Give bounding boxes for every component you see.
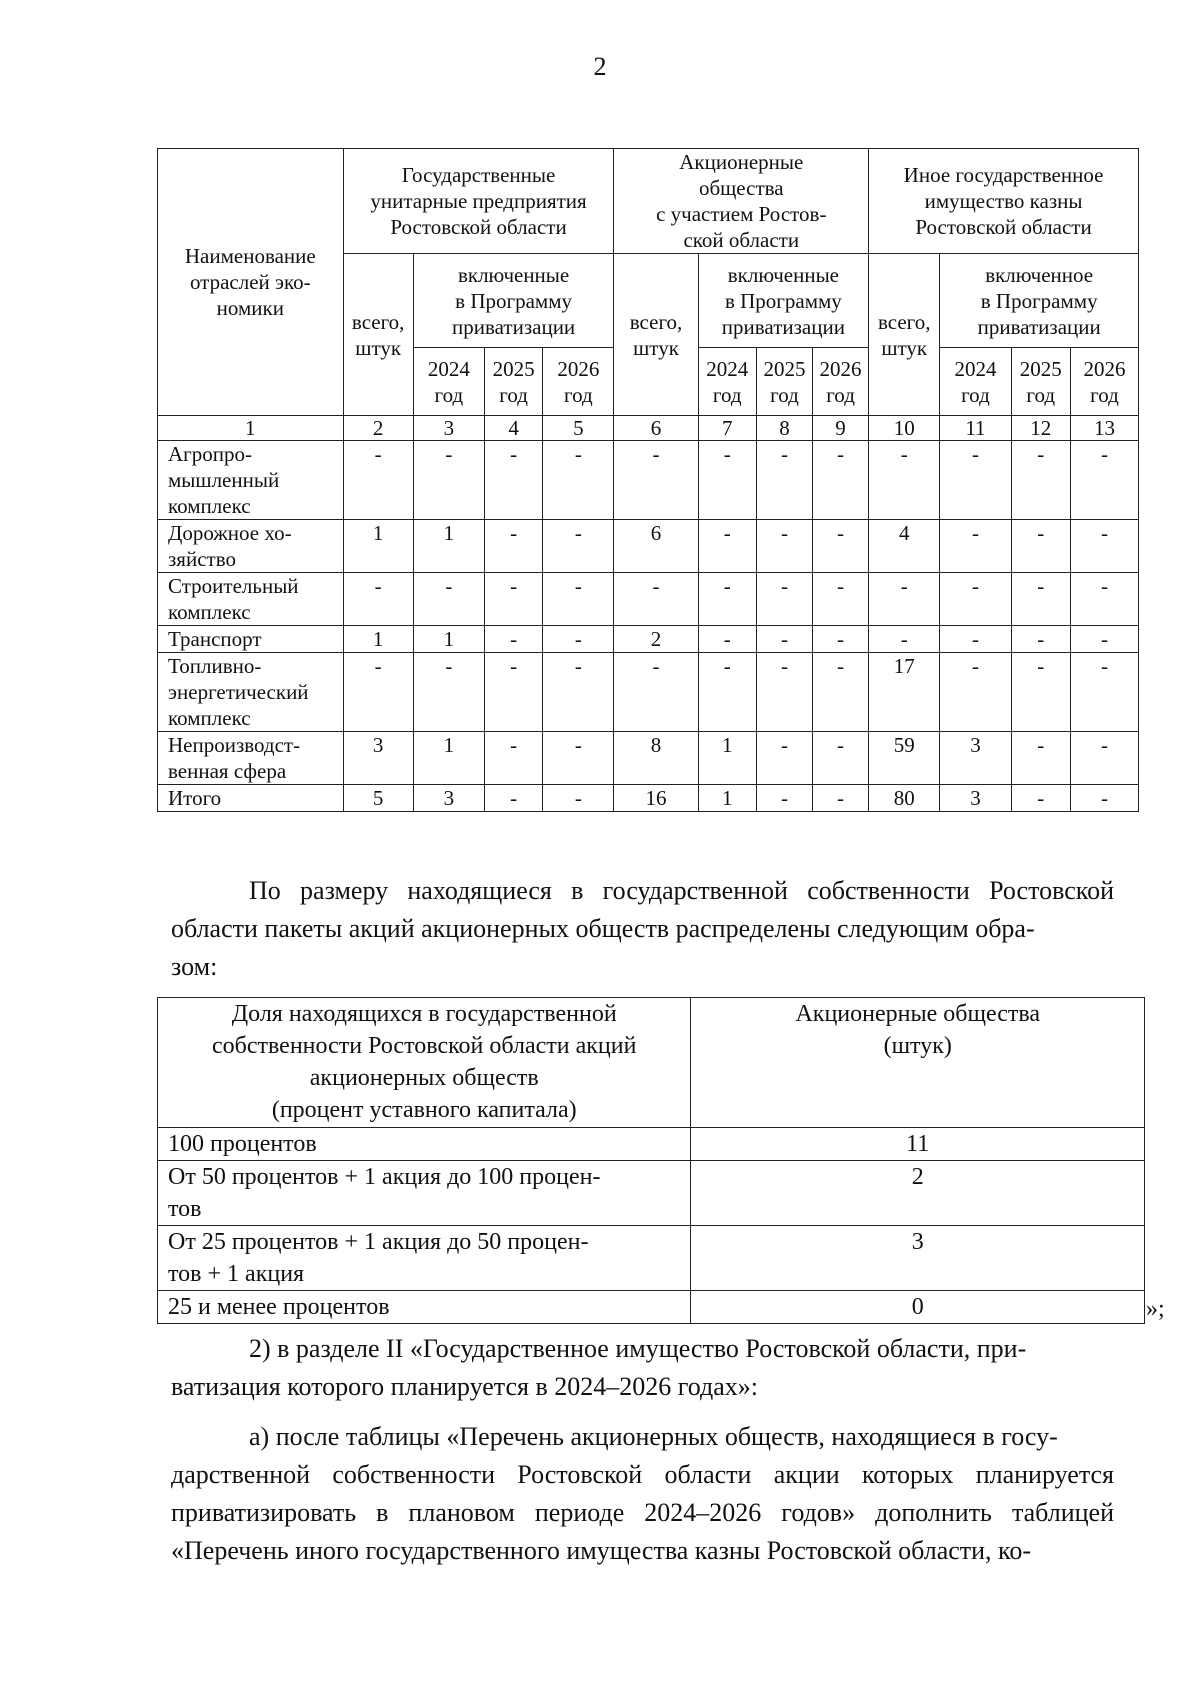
table-row (158, 1128, 1145, 1161)
sectors-table (157, 148, 1139, 812)
header-year: 2024 год (698, 348, 756, 416)
value-cell: - (698, 441, 756, 520)
value-cell: - (1011, 626, 1070, 653)
value-cell: - (756, 732, 812, 785)
value-cell: - (413, 573, 484, 626)
value-cell: - (543, 785, 614, 812)
closing-quote: »; (1146, 1296, 1165, 1322)
header-included: включенное в Программу приватизации (940, 254, 1139, 348)
column-number: 3 (413, 416, 484, 441)
header-included: включенные в Программу приватизации (413, 254, 614, 348)
share-label-cell: От 25 процентов + 1 акция до 50 процен- тов + 1 акция (158, 1226, 691, 1291)
share-label-cell: 25 и менее процентов (158, 1291, 691, 1324)
value-cell: - (756, 626, 812, 653)
value-cell: 3 (413, 785, 484, 812)
column-number: 4 (484, 416, 542, 441)
value-cell: - (413, 653, 484, 732)
header-year: 2025 год (756, 348, 812, 416)
header-group-other-property: Иное государственное имущество казны Ростовской области (869, 149, 1139, 254)
table-row (158, 441, 1139, 520)
header-year: 2025 год (484, 348, 542, 416)
sector-name-cell: Строительный комплекс (158, 573, 344, 626)
value-cell: 5 (343, 785, 413, 812)
value-cell: - (614, 441, 698, 520)
paragraph-amendment-a: а) после таблицы «Перечень акционерных обществ, находящиеся в госу- дарственной собственности Ростовской области акции которых планируется приватизировать в плановом периоде 2024–2026 годов» дополнить таблицей «Перечень иного государственного имущества казны Ростовской области, ко- (171, 1422, 1114, 1565)
column-number: 7 (698, 416, 756, 441)
column-numbers-row (158, 416, 1139, 441)
value-cell: - (484, 653, 542, 732)
header-year: 2025 год (1011, 348, 1070, 416)
value-cell: 59 (869, 732, 940, 785)
value-cell: - (813, 653, 869, 732)
value-cell: - (1070, 626, 1138, 653)
value-cell: - (756, 653, 812, 732)
value-cell: - (698, 520, 756, 573)
value-cell: - (813, 520, 869, 573)
value-cell: - (484, 441, 542, 520)
column-number: 10 (869, 416, 940, 441)
value-cell: 16 (614, 785, 698, 812)
value-cell: 3 (940, 785, 1011, 812)
header-share-percent: Доля находящихся в государственной собственности Ростовской области акций акционерных обществ (процент уставного капитала) (158, 998, 691, 1128)
value-cell: - (869, 441, 940, 520)
header-total: всего, штук (614, 254, 698, 416)
value-cell: - (484, 785, 542, 812)
header-group-state-enterprises: Государственные унитарные предприятия Ростовской области (343, 149, 614, 254)
header-company-count: Акционерные общества (штук) (691, 998, 1145, 1128)
share-count-cell: 2 (691, 1161, 1145, 1226)
share-count-cell: 0 (691, 1291, 1145, 1324)
table-row (158, 785, 1139, 812)
column-number: 8 (756, 416, 812, 441)
table-row (158, 626, 1139, 653)
value-cell: - (614, 573, 698, 626)
value-cell: - (1070, 520, 1138, 573)
value-cell: 1 (413, 626, 484, 653)
value-cell: - (1011, 653, 1070, 732)
column-number: 12 (1011, 416, 1070, 441)
value-cell: - (869, 573, 940, 626)
share-label-cell: 100 процентов (158, 1128, 691, 1161)
table-row (158, 732, 1139, 785)
header-year: 2026 год (813, 348, 869, 416)
value-cell: - (1011, 573, 1070, 626)
value-cell: - (484, 732, 542, 785)
value-cell: - (543, 573, 614, 626)
value-cell: - (756, 441, 812, 520)
value-cell: - (484, 573, 542, 626)
column-number: 11 (940, 416, 1011, 441)
value-cell: - (614, 653, 698, 732)
value-cell: 6 (614, 520, 698, 573)
value-cell: 1 (413, 520, 484, 573)
share-count-cell: 11 (691, 1128, 1145, 1161)
page-number: 2 (593, 52, 607, 81)
shares-table (157, 997, 1145, 1324)
header-total: всего, штук (343, 254, 413, 416)
header-included: включенные в Программу приватизации (698, 254, 868, 348)
value-cell: 3 (940, 732, 1011, 785)
value-cell: - (1011, 785, 1070, 812)
value-cell: - (940, 653, 1011, 732)
table-row (158, 1291, 1145, 1324)
table-row (158, 653, 1139, 732)
value-cell: 2 (614, 626, 698, 653)
value-cell: - (940, 441, 1011, 520)
value-cell: - (756, 573, 812, 626)
value-cell: 1 (698, 785, 756, 812)
value-cell: - (869, 626, 940, 653)
table-row (158, 1226, 1145, 1291)
value-cell: - (940, 626, 1011, 653)
value-cell: - (543, 626, 614, 653)
value-cell: - (756, 520, 812, 573)
value-cell: - (343, 573, 413, 626)
value-cell: 1 (413, 732, 484, 785)
value-cell: - (813, 785, 869, 812)
value-cell: - (756, 785, 812, 812)
sector-name-cell: Транспорт (158, 626, 344, 653)
value-cell: - (343, 653, 413, 732)
paragraph-share-distribution: По размеру находящиеся в государственной собственности Ростовской области пакеты акций акционерных обществ распределены следующим обра- зом: (171, 876, 1114, 981)
share-count-cell: 3 (691, 1226, 1145, 1291)
value-cell: 1 (343, 520, 413, 573)
value-cell: - (543, 520, 614, 573)
value-cell: 1 (343, 626, 413, 653)
header-total: всего, штук (869, 254, 940, 416)
paragraph-section-ii: 2) в разделе II «Государственное имущество Ростовской области, при- ватизация которого планируется в 2024–2026 годах»: (171, 1334, 1027, 1401)
value-cell: 1 (698, 732, 756, 785)
column-number: 1 (158, 416, 344, 441)
column-number: 6 (614, 416, 698, 441)
column-number: 2 (343, 416, 413, 441)
table-row (158, 1161, 1145, 1226)
value-cell: - (484, 626, 542, 653)
header-year: 2026 год (543, 348, 614, 416)
value-cell: - (413, 441, 484, 520)
table-row (158, 573, 1139, 626)
value-cell: - (698, 653, 756, 732)
value-cell: - (813, 626, 869, 653)
value-cell: - (1070, 653, 1138, 732)
value-cell: - (813, 732, 869, 785)
value-cell: - (940, 573, 1011, 626)
column-number: 13 (1070, 416, 1138, 441)
value-cell: 3 (343, 732, 413, 785)
value-cell: - (698, 626, 756, 653)
value-cell: - (813, 441, 869, 520)
value-cell: - (1011, 520, 1070, 573)
column-number: 5 (543, 416, 614, 441)
sector-name-cell: Топливно- энергетический комплекс (158, 653, 344, 732)
share-label-cell: От 50 процентов + 1 акция до 100 процен- тов (158, 1161, 691, 1226)
value-cell: 4 (869, 520, 940, 573)
header-year: 2026 год (1070, 348, 1138, 416)
value-cell: - (543, 653, 614, 732)
value-cell: - (1070, 573, 1138, 626)
sector-name-cell: Непроизводст- венная сфера (158, 732, 344, 785)
value-cell: - (698, 573, 756, 626)
value-cell: - (1011, 732, 1070, 785)
header-sector-name: Наименование отраслей эко- номики (158, 149, 344, 416)
value-cell: 8 (614, 732, 698, 785)
value-cell: - (484, 520, 542, 573)
value-cell: 17 (869, 653, 940, 732)
header-year: 2024 год (940, 348, 1011, 416)
header-group-joint-stock: Акционерные общества с участием Ростов- ской области (614, 149, 869, 254)
value-cell: - (813, 573, 869, 626)
value-cell: - (1070, 441, 1138, 520)
value-cell: - (1070, 785, 1138, 812)
value-cell: - (543, 441, 614, 520)
value-cell: - (543, 732, 614, 785)
value-cell: - (343, 441, 413, 520)
table-row (158, 520, 1139, 573)
value-cell: 80 (869, 785, 940, 812)
column-number: 9 (813, 416, 869, 441)
value-cell: - (1011, 441, 1070, 520)
value-cell: - (1070, 732, 1138, 785)
sector-name-cell: Агропро- мышленный комплекс (158, 441, 344, 520)
sector-name-cell: Итого (158, 785, 344, 812)
header-year: 2024 год (413, 348, 484, 416)
value-cell: - (940, 520, 1011, 573)
sector-name-cell: Дорожное хо- зяйство (158, 520, 344, 573)
